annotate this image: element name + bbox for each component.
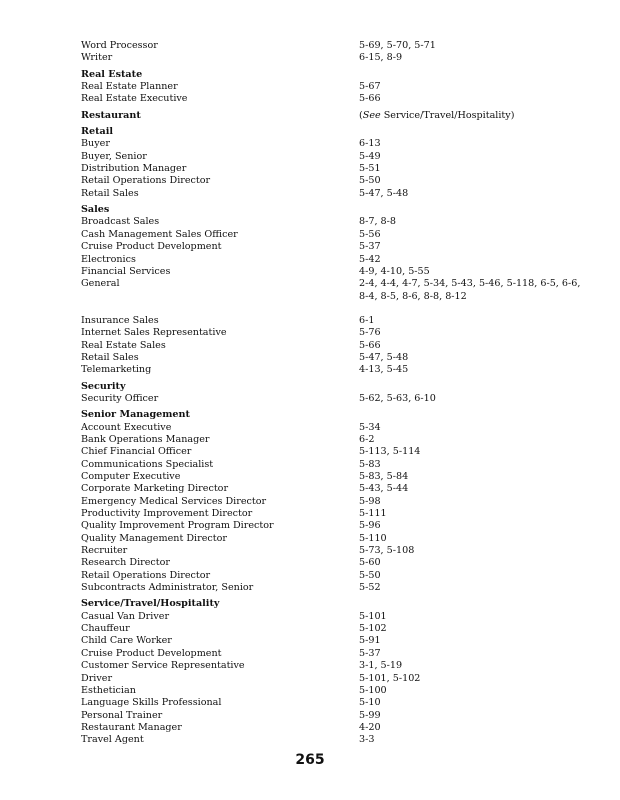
entry-term: Corporate Marketing Director — [81, 483, 229, 495]
entry-term: Cruise Product Development — [81, 647, 222, 659]
entry-term: Retail Sales — [81, 187, 139, 199]
entry-term: General — [81, 278, 120, 290]
entry-term: Insurance Sales — [81, 314, 159, 326]
entry-term: Restaurant Manager — [81, 721, 182, 733]
index-entry — [81, 496, 581, 508]
entry-pages: 3-3 — [359, 734, 375, 746]
entry-pages: 5-110 — [359, 532, 387, 544]
entry-pages: 5-67 — [359, 81, 381, 93]
index-entry — [81, 734, 581, 746]
section-heading: Service/Travel/Hospitality — [81, 598, 220, 610]
entry-pages: 6-13 — [359, 138, 381, 150]
entry-pages: 5-100 — [359, 684, 387, 696]
index-entry — [81, 611, 581, 623]
entry-pages: 6-2 — [359, 433, 375, 445]
entry-pages: 4-9, 4-10, 5-55 — [359, 265, 430, 277]
entry-term: Real Estate Planner — [81, 81, 178, 93]
entry-term: Financial Services — [81, 265, 171, 277]
index-entry — [81, 673, 581, 685]
entry-term: Telemarketing — [81, 364, 152, 376]
entry-pages: 6-1 — [359, 314, 375, 326]
entry-term: Quality Improvement Program Director — [81, 520, 274, 532]
index-entry — [81, 229, 581, 241]
entry-term: Emergency Medical Services Director — [81, 495, 267, 507]
index-entry — [81, 722, 581, 734]
entry-term: Buyer — [81, 138, 110, 150]
entry-term: Broadcast Sales — [81, 216, 160, 228]
entry-term: Productivity Improvement Director — [81, 508, 253, 520]
entry-pages: 8-7, 8-8 — [359, 216, 396, 228]
index-entry — [81, 508, 581, 520]
entry-pages: 5-60 — [359, 557, 381, 569]
entry-term: Buyer, Senior — [81, 150, 147, 162]
entry-term: Account Executive — [81, 421, 172, 433]
entry-pages: 5-62, 5-63, 6-10 — [359, 392, 436, 404]
entry-term: Subcontracts Administrator, Senior — [81, 582, 254, 594]
index-entry — [81, 697, 581, 709]
entry-term: Retail Sales — [81, 351, 139, 363]
entry-pages: 4-20 — [359, 721, 381, 733]
index-entry — [81, 545, 581, 557]
entry-term: Computer Executive — [81, 471, 181, 482]
entry-term: Research Director — [81, 557, 171, 569]
index-entry — [81, 175, 581, 187]
entry-term: Real Estate Sales — [81, 339, 166, 351]
see-reference — [359, 110, 581, 122]
entry-term: Retail Operations Director — [81, 175, 211, 187]
entry-pages: 5-50 — [359, 175, 381, 187]
entry-pages: 5-49 — [359, 150, 381, 162]
entry-pages: 5-101, 5-102 — [359, 672, 421, 684]
index-entry — [81, 188, 581, 200]
entry-term: Retail Operations Director — [81, 569, 211, 581]
index-entry — [81, 352, 581, 364]
entry-term: Driver — [81, 672, 113, 684]
index-entry — [81, 623, 581, 635]
index-entry — [81, 648, 581, 660]
entry-pages: 5-34 — [359, 421, 381, 433]
entry-term: Electronics — [81, 253, 136, 265]
section-heading: Security — [81, 380, 126, 392]
index-entry — [81, 266, 581, 278]
section-senior-management — [81, 409, 581, 594]
entry-pages: 5-50 — [359, 569, 381, 581]
index-entry — [81, 446, 581, 458]
index-entry — [81, 533, 581, 545]
entry-pages: 5-47, 5-48 — [359, 187, 409, 199]
index-entry — [81, 635, 581, 647]
entry-term: Internet Sales Representative — [81, 327, 227, 339]
entry-pages: 5-56 — [359, 228, 381, 240]
index-entry — [81, 710, 581, 722]
index-list — [81, 40, 581, 747]
entry-term: Casual Van Driver — [81, 610, 170, 622]
entry-term: Real Estate Executive — [81, 93, 188, 105]
entry-term: Cash Management Sales Officer — [81, 228, 238, 240]
entry-pages: 5-111 — [359, 508, 387, 520]
entry-pages: 5-99 — [359, 709, 381, 721]
entry-term: Child Care Worker — [81, 635, 172, 647]
index-entry — [81, 81, 581, 93]
index-entry — [81, 40, 581, 52]
entry-term: Bank Operations Manager — [81, 433, 210, 445]
section-security — [81, 381, 581, 406]
entry-term: Chauffeur — [81, 623, 130, 635]
entry-pages: 5-83, 5-84 — [359, 471, 409, 482]
entry-pages: 5-37 — [359, 241, 381, 253]
index-entry — [81, 216, 581, 228]
index-entry — [81, 459, 581, 471]
entry-pages: 5-73, 5-108 — [359, 545, 415, 557]
entry-pages: 5-43, 5-44 — [359, 483, 409, 495]
section-retail — [81, 126, 581, 200]
entry-term: Security Officer — [81, 392, 159, 404]
section-heading: Retail — [81, 126, 114, 138]
entry-pages: 5-42 — [359, 253, 381, 265]
entry-term: Recruiter — [81, 545, 128, 557]
entry-pages: 5-98 — [359, 495, 381, 507]
section-heading: Sales — [81, 204, 110, 216]
section-real-estate — [81, 69, 581, 106]
index-entry — [81, 138, 581, 150]
section-sales — [81, 204, 581, 376]
entry-pages: 4-13, 5-45 — [359, 364, 409, 376]
entry-term: Travel Agent — [81, 734, 144, 746]
index-entry — [81, 278, 581, 303]
index-entry — [81, 364, 581, 376]
entry-term: Chief Financial Officer — [81, 446, 192, 458]
entry-pages: 5-76 — [359, 327, 381, 339]
entry-term: Personal Trainer — [81, 709, 163, 721]
top-entries — [81, 40, 581, 65]
entry-pages: 5-96 — [359, 520, 381, 532]
index-entry — [81, 254, 581, 266]
entry-pages: 6-15, 8-9 — [359, 52, 403, 64]
entry-pages: 3-1, 5-19 — [359, 660, 403, 672]
index-entry — [81, 570, 581, 582]
entry-pages: 5-37 — [359, 647, 381, 659]
entry-pages: 5-66 — [359, 339, 381, 351]
entry-term: Quality Management Director — [81, 532, 227, 544]
index-entry — [81, 582, 581, 594]
entry-pages: 5-69, 5-70, 5-71 — [359, 40, 436, 51]
index-entry — [81, 520, 581, 532]
entry-term: Customer Service Representative — [81, 660, 245, 672]
entry-term: Communications Specialist — [81, 458, 214, 470]
index-entry — [81, 660, 581, 672]
entry-pages: 5-52 — [359, 582, 381, 594]
index-entry — [81, 685, 581, 697]
see-prefix: (See — [359, 109, 381, 121]
entry-term: Word Processor — [81, 40, 158, 51]
see-target: Service/Travel/Hospitality) — [380, 109, 515, 121]
section-heading: Real Estate — [81, 68, 143, 80]
index-entry — [81, 163, 581, 175]
entry-term: Cruise Product Development — [81, 241, 222, 253]
index-entry — [81, 327, 581, 339]
entry-pages: 5-51 — [359, 163, 381, 175]
entry-term: Esthetician — [81, 684, 136, 696]
index-entry — [81, 340, 581, 352]
entry-pages: 5-101 — [359, 610, 387, 622]
entry-pages: 5-91 — [359, 635, 381, 647]
section-service-travel-hospitality — [81, 598, 581, 746]
entry-term: Distribution Manager — [81, 163, 187, 175]
section-heading: Senior Management — [81, 409, 190, 421]
entry-pages: 5-113, 5-114 — [359, 446, 421, 458]
entry-pages: 5-10 — [359, 697, 381, 709]
index-entry — [81, 315, 581, 327]
section-heading: Restaurant — [81, 109, 141, 121]
index-entry — [81, 393, 581, 405]
page-number: 265 — [295, 752, 325, 768]
index-entry — [81, 422, 581, 434]
index-entry — [81, 93, 581, 105]
index-entry — [81, 52, 581, 64]
section-restaurant — [81, 110, 581, 122]
entry-pages: 5-102 — [359, 623, 387, 635]
index-entry — [81, 241, 581, 253]
entry-term: Writer — [81, 52, 113, 64]
index-entry — [81, 151, 581, 163]
entry-pages: 5-83 — [359, 458, 381, 470]
index-entry — [81, 557, 581, 569]
entry-term: Language Skills Professional — [81, 697, 222, 709]
see-word: See — [362, 109, 381, 121]
entry-pages: 5-66 — [359, 93, 381, 105]
index-entry — [81, 483, 581, 495]
entry-pages: 2-4, 4-4, 4-7, 5-34, 5-43, 5-46, 5-118, 6-5, 6-6, 8-4, 8-5, 8-6, 8-8, 8-12 — [359, 278, 581, 302]
entry-pages: 5-47, 5-48 — [359, 351, 409, 363]
index-entry — [81, 471, 581, 483]
index-entry — [81, 434, 581, 446]
